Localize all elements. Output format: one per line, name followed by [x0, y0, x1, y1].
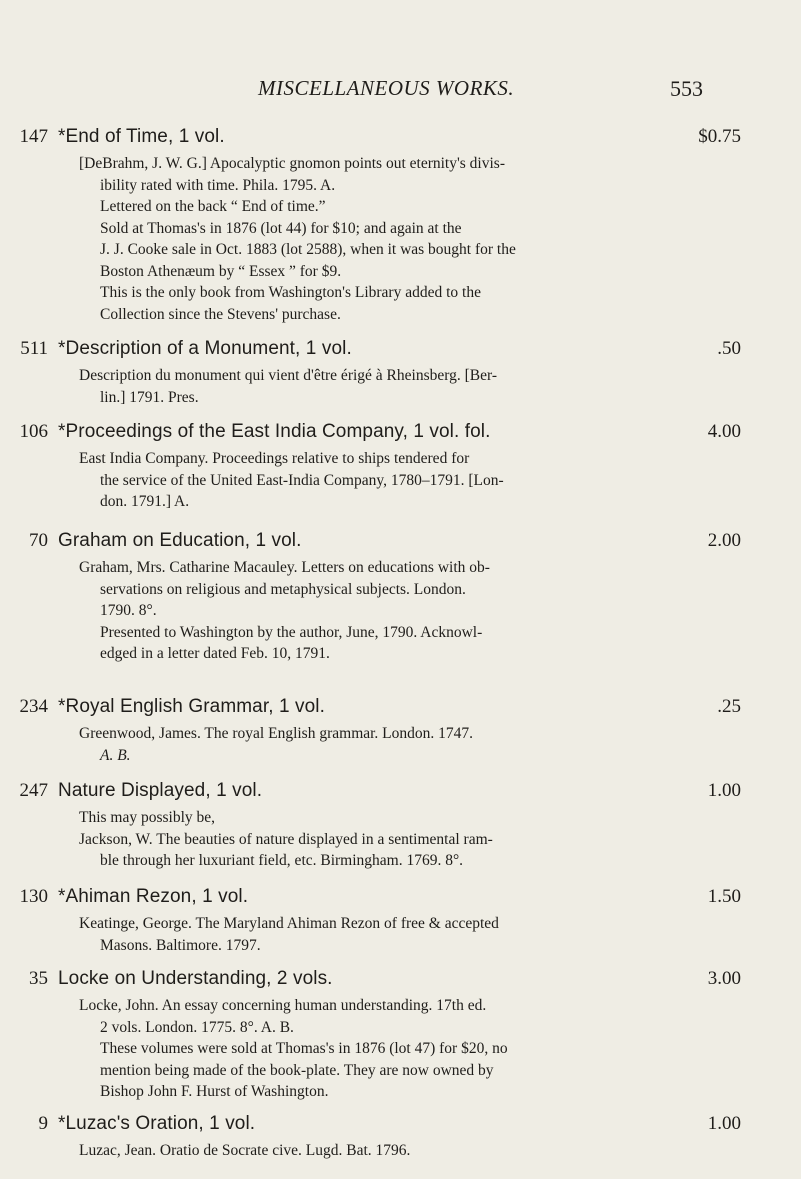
description-line: Jackson, W. The beauties of nature displayed in a sentimental ram- — [79, 830, 493, 848]
entry-description — [79, 995, 719, 1103]
entry-title: *Luzac's Oration, 1 vol. — [58, 1113, 256, 1134]
description-line: This may possibly be, — [79, 809, 216, 826]
entry-price: .25 — [717, 696, 741, 717]
entry-number: 35 — [29, 968, 48, 989]
entry-description — [79, 365, 719, 408]
description-line: Luzac, Jean. Oratio de Socrate cive. Lugd. Bat. 1796. — [79, 1142, 411, 1159]
entry-price: 4.00 — [707, 421, 741, 442]
entry-price: 3.00 — [707, 968, 741, 989]
entry-number: 247 — [19, 780, 48, 801]
description-line: East India Company. Proceedings relative to ships tendered for — [79, 450, 470, 467]
entry-number: 106 — [19, 421, 48, 442]
description-line: Bishop John F. Hurst of Washington. — [100, 1083, 329, 1100]
entry-description — [79, 1140, 719, 1162]
entry-title: Graham on Education, 1 vol. — [58, 530, 302, 551]
description-line: mention being made of the book-plate. They are now owned by — [100, 1061, 494, 1079]
entry-title: *Ahiman Rezon, 1 vol. — [58, 886, 249, 907]
description-line: 2 vols. London. 1775. 8°. A. B. — [100, 1018, 294, 1036]
description-line: Lettered on the back “ End of time.” — [100, 198, 326, 215]
entry-description — [79, 913, 719, 956]
entry-number: 130 — [19, 886, 48, 907]
entry-price: .50 — [717, 338, 741, 359]
description-line: [DeBrahm, J. W. G.] Apocalyptic gnomon points out eternity's divis- — [79, 155, 505, 172]
entry-title: Locke on Understanding, 2 vols. — [58, 968, 333, 989]
description-line: Greenwood, James. The royal English grammar. London. 1747. — [79, 725, 474, 742]
description-line: A. B. — [100, 746, 131, 764]
entry-title: *Royal English Grammar, 1 vol. — [58, 696, 325, 717]
entry-description — [79, 153, 719, 325]
running-title: MISCELLANEOUS WORKS. — [258, 76, 515, 100]
description-line: don. 1791.] A. — [100, 493, 190, 510]
description-line: ibility rated with time. Phila. 1795. A. — [100, 176, 336, 194]
description-line: Boston Athenæum by “ Essex ” for $9. — [100, 262, 342, 280]
description-line: Masons. Baltimore. 1797. — [100, 936, 261, 954]
entry-number: 234 — [19, 696, 48, 717]
entry-description — [79, 557, 719, 665]
entry-description — [79, 448, 719, 513]
page-header — [0, 76, 801, 106]
description-line: servations on religious and metaphysical subjects. London. — [100, 580, 466, 598]
entry-title: *Description of a Monument, 1 vol. — [58, 338, 352, 359]
entry-title: *Proceedings of the East India Company, 1 vol. fol. — [58, 421, 491, 442]
entry-description — [79, 723, 719, 766]
entry-description — [79, 807, 719, 872]
entry-number: 70 — [29, 530, 48, 551]
page-number: 553 — [670, 76, 703, 101]
entry-title: *End of Time, 1 vol. — [58, 126, 225, 147]
description-line: Graham, Mrs. Catharine Macauley. Letters on educations with ob- — [79, 559, 490, 576]
description-line: ble through her luxuriant field, etc. Birmingham. 1769. 8°. — [100, 852, 464, 869]
description-line: Sold at Thomas's in 1876 (lot 44) for $10; and again at the — [100, 219, 462, 237]
description-line: Locke, John. An essay concerning human understanding. 17th ed. — [79, 997, 487, 1014]
description-line: These volumes were sold at Thomas's in 1876 (lot 47) for $20, no — [100, 1040, 508, 1057]
description-line: Description du monument qui vient d'être érigé à Rheinsberg. [Ber- — [79, 367, 498, 384]
description-line: Collection since the Stevens' purchase. — [100, 305, 341, 323]
entry-number: 511 — [20, 338, 48, 359]
entry-price: $0.75 — [698, 126, 741, 147]
description-line: 1790. 8°. — [100, 602, 157, 619]
description-line: This is the only book from Washington's Library added to the — [100, 284, 481, 301]
description-line: J. J. Cooke sale in Oct. 1883 (lot 2588), when it was bought for the — [100, 241, 516, 258]
entry-number: 147 — [19, 126, 48, 147]
entry-price: 1.50 — [707, 886, 741, 907]
description-line: edged in a letter dated Feb. 10, 1791. — [100, 645, 330, 662]
entry-title: Nature Displayed, 1 vol. — [58, 780, 263, 801]
description-line: the service of the United East-India Company, 1780–1791. [Lon- — [100, 471, 504, 489]
entry-price: 1.00 — [707, 1113, 741, 1134]
description-line: Keatinge, George. The Maryland Ahiman Rezon of free & accepted — [79, 915, 499, 932]
description-line: lin.] 1791. Pres. — [100, 388, 199, 406]
entry-price: 2.00 — [707, 530, 741, 551]
description-line: Presented to Washington by the author, June, 1790. Acknowl- — [100, 623, 483, 641]
entry-number: 9 — [38, 1113, 48, 1134]
entry-price: 1.00 — [707, 780, 741, 801]
